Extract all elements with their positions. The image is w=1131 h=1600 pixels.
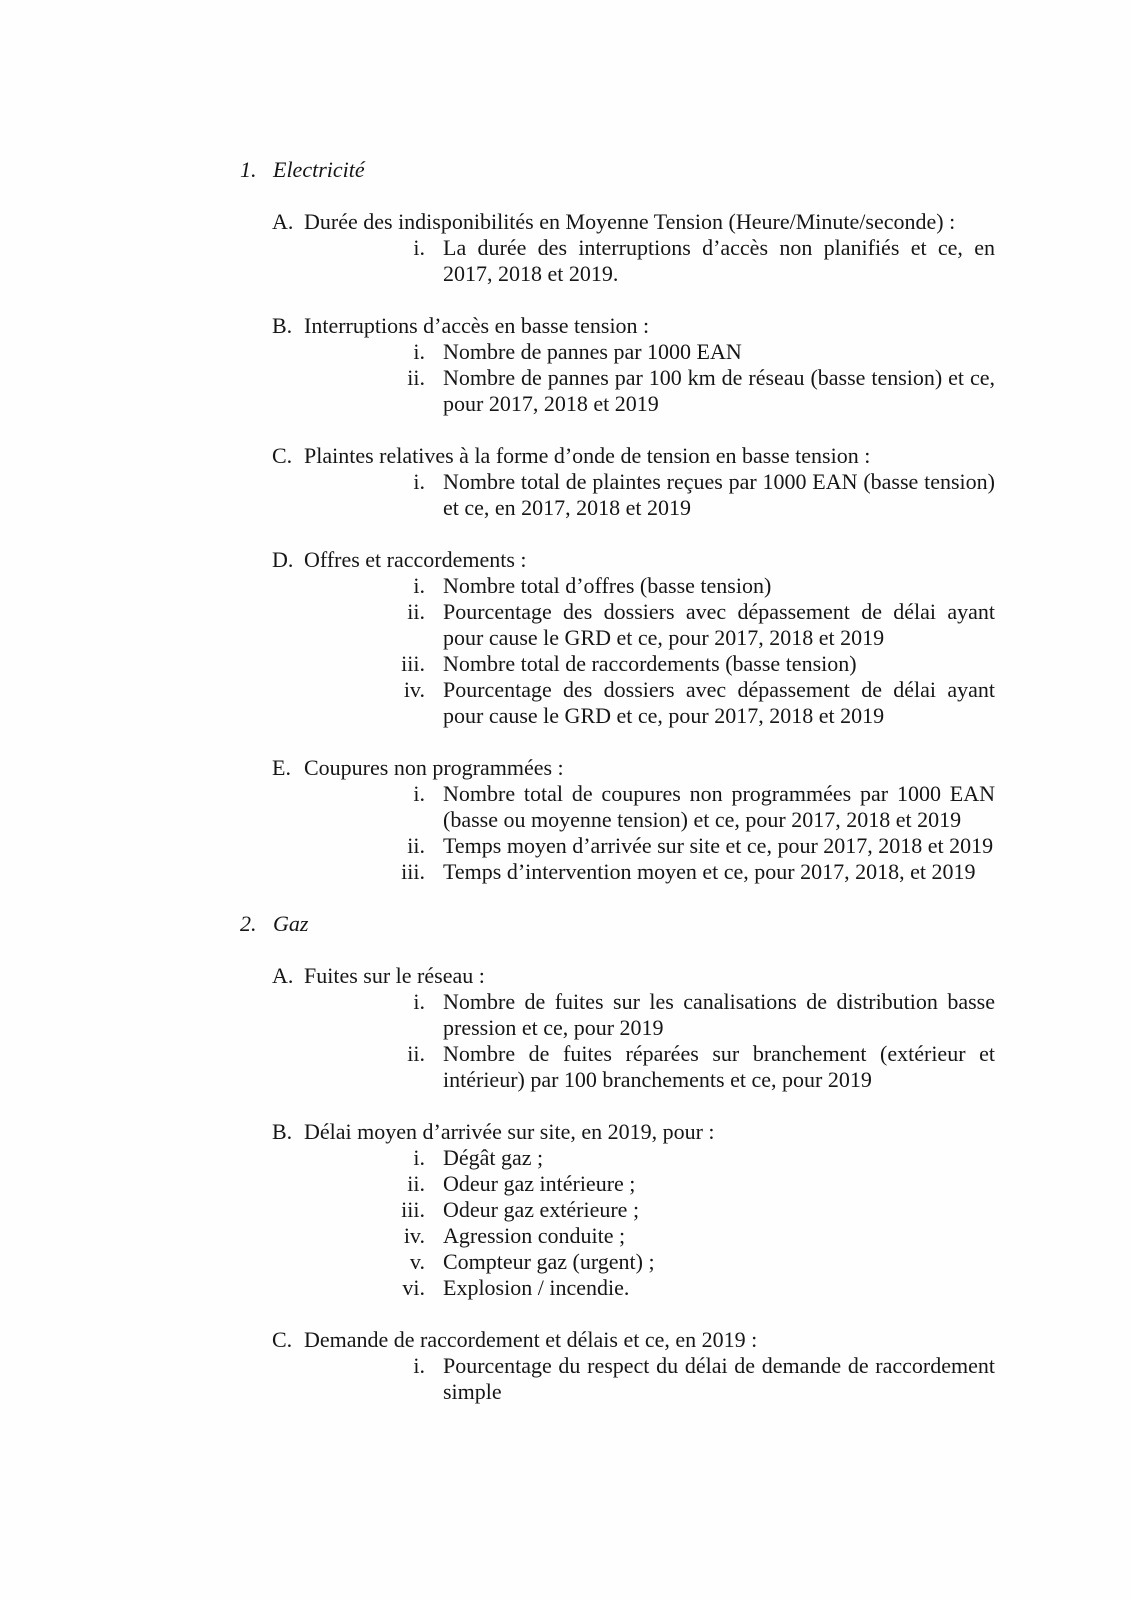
item-heading-row	[272, 313, 995, 339]
outline-subitem	[385, 365, 995, 417]
subitem-text: Pourcentage du respect du délai de demande de raccordement simple	[443, 1353, 995, 1404]
section-header	[240, 911, 1131, 937]
outline-subitem	[385, 781, 995, 833]
subitem-text: Temps moyen d’arrivée sur site et ce, pour 2017, 2018 et 2019	[443, 833, 994, 858]
subitem-numeral: iii.	[401, 1197, 425, 1222]
outline-subitem	[385, 651, 995, 677]
outline-item-b	[0, 313, 1131, 417]
item-heading-row	[272, 443, 995, 469]
outline-subitem	[385, 833, 995, 859]
outline-subitem	[385, 677, 995, 729]
subitem-numeral: i.	[413, 989, 425, 1014]
subitem-numeral: i.	[413, 235, 425, 260]
item-letter: C.	[272, 443, 293, 468]
subitem-numeral: iv.	[403, 677, 425, 702]
subitem-text: Compteur gaz (urgent) ;	[443, 1249, 655, 1274]
outline-subitem	[385, 1197, 995, 1223]
subitem-numeral: ii.	[407, 599, 425, 624]
outline-item-e	[0, 755, 1131, 885]
subitem-text: Nombre de pannes par 1000 EAN	[443, 339, 742, 364]
subitem-text: Dégât gaz ;	[443, 1145, 544, 1170]
outline-subitem	[385, 469, 995, 521]
item-heading: Délai moyen d’arrivée sur site, en 2019, pour :	[304, 1119, 715, 1144]
section-title: Electricité	[273, 157, 365, 182]
item-letter: A.	[272, 209, 294, 234]
subitem-text: Temps d’intervention moyen et ce, pour 2017, 2018, et 2019	[443, 859, 976, 884]
item-letter: B.	[272, 1119, 293, 1144]
outline-item-c	[0, 1327, 1131, 1405]
subitem-numeral: ii.	[407, 1041, 425, 1066]
item-heading: Offres et raccordements :	[304, 547, 527, 572]
outline-item-d	[0, 547, 1131, 729]
item-heading-row	[272, 547, 995, 573]
subitem-text: Nombre de pannes par 100 km de réseau (basse tension) et ce, pour 2017, 2018 et 2019	[443, 365, 995, 416]
outline-item-c	[0, 443, 1131, 521]
item-heading-row	[272, 963, 995, 989]
item-heading: Plaintes relatives à la forme d’onde de tension en basse tension :	[304, 443, 871, 468]
outline-subitem	[385, 235, 995, 287]
item-heading-row	[272, 755, 995, 781]
subitem-text: Agression conduite ;	[443, 1223, 626, 1248]
outline-subitem	[385, 859, 995, 885]
outline-item-b	[0, 1119, 1131, 1301]
subitem-text: Explosion / incendie.	[443, 1275, 630, 1300]
subitem-text: Odeur gaz intérieure ;	[443, 1171, 636, 1196]
subitem-text: Pourcentage des dossiers avec dépassement de délai ayant pour cause le GRD et ce, pour 2017, 2018 et 2019	[443, 677, 995, 728]
subitem-numeral: iii.	[401, 651, 425, 676]
subitem-numeral: i.	[413, 1353, 425, 1378]
item-letter: C.	[272, 1327, 293, 1352]
outline-subitem	[385, 989, 995, 1041]
item-heading: Fuites sur le réseau :	[304, 963, 485, 988]
subitem-numeral: iii.	[401, 859, 425, 884]
outline-subitem	[385, 1223, 995, 1249]
subitem-text: Pourcentage des dossiers avec dépassement de délai ayant pour cause le GRD et ce, pour 2017, 2018 et 2019	[443, 599, 995, 650]
subitem-text: Nombre total de raccordements (basse tension)	[443, 651, 857, 676]
item-heading: Durée des indisponibilités en Moyenne Tension (Heure/Minute/seconde) :	[304, 209, 956, 234]
item-letter: E.	[272, 755, 291, 780]
subitem-numeral: i.	[413, 573, 425, 598]
item-heading-row	[272, 1119, 995, 1145]
item-letter: A.	[272, 963, 294, 988]
section-electricite	[0, 157, 1131, 885]
outline-item-a	[0, 963, 1131, 1093]
section-header	[240, 157, 1131, 183]
subitem-text: Nombre total de plaintes reçues par 1000 EAN (basse tension) et ce, en 2017, 2018 et 2019	[443, 469, 995, 520]
item-heading: Coupures non programmées :	[304, 755, 564, 780]
outline-subitem	[385, 599, 995, 651]
subitem-text: Nombre total de coupures non programmées par 1000 EAN (basse ou moyenne tension) et ce, pour 2017, 2018 et 2019	[443, 781, 995, 832]
outline-subitem	[385, 339, 995, 365]
subitem-numeral: ii.	[407, 833, 425, 858]
outline-subitem	[385, 1145, 995, 1171]
section-title: Gaz	[273, 911, 309, 936]
subitem-numeral: iv.	[403, 1223, 425, 1248]
item-heading-row	[272, 1327, 995, 1353]
subitem-text: Nombre de fuites réparées sur branchement (extérieur et intérieur) par 100 branchements et ce, pour 2019	[443, 1041, 995, 1092]
outline-subitem	[385, 1041, 995, 1093]
outline-subitem	[385, 1171, 995, 1197]
subitem-numeral: ii.	[407, 1171, 425, 1196]
item-heading: Demande de raccordement et délais et ce, en 2019 :	[304, 1327, 758, 1352]
subitem-numeral: ii.	[407, 365, 425, 390]
section-number: 1.	[240, 157, 257, 182]
item-letter: B.	[272, 313, 293, 338]
outline-subitem	[385, 1353, 995, 1405]
section-number: 2.	[240, 911, 257, 936]
subitem-text: La durée des interruptions d’accès non planifiés et ce, en 2017, 2018 et 2019.	[443, 235, 995, 286]
subitem-numeral: i.	[413, 1145, 425, 1170]
subitem-numeral: v.	[409, 1249, 425, 1274]
subitem-text: Odeur gaz extérieure ;	[443, 1197, 640, 1222]
outline-subitem	[385, 573, 995, 599]
outline-subitem	[385, 1249, 995, 1275]
item-letter: D.	[272, 547, 294, 572]
subitem-numeral: i.	[413, 469, 425, 494]
item-heading: Interruptions d’accès en basse tension :	[304, 313, 650, 338]
outline-subitem	[385, 1275, 995, 1301]
subitem-numeral: i.	[413, 781, 425, 806]
subitem-numeral: i.	[413, 339, 425, 364]
section-gaz	[0, 911, 1131, 1405]
subitem-numeral: vi.	[402, 1275, 425, 1300]
item-heading-row	[272, 209, 995, 235]
outline-item-a	[0, 209, 1131, 287]
subitem-text: Nombre de fuites sur les canalisations de distribution basse pression et ce, pour 2019	[443, 989, 995, 1040]
subitem-text: Nombre total d’offres (basse tension)	[443, 573, 772, 598]
